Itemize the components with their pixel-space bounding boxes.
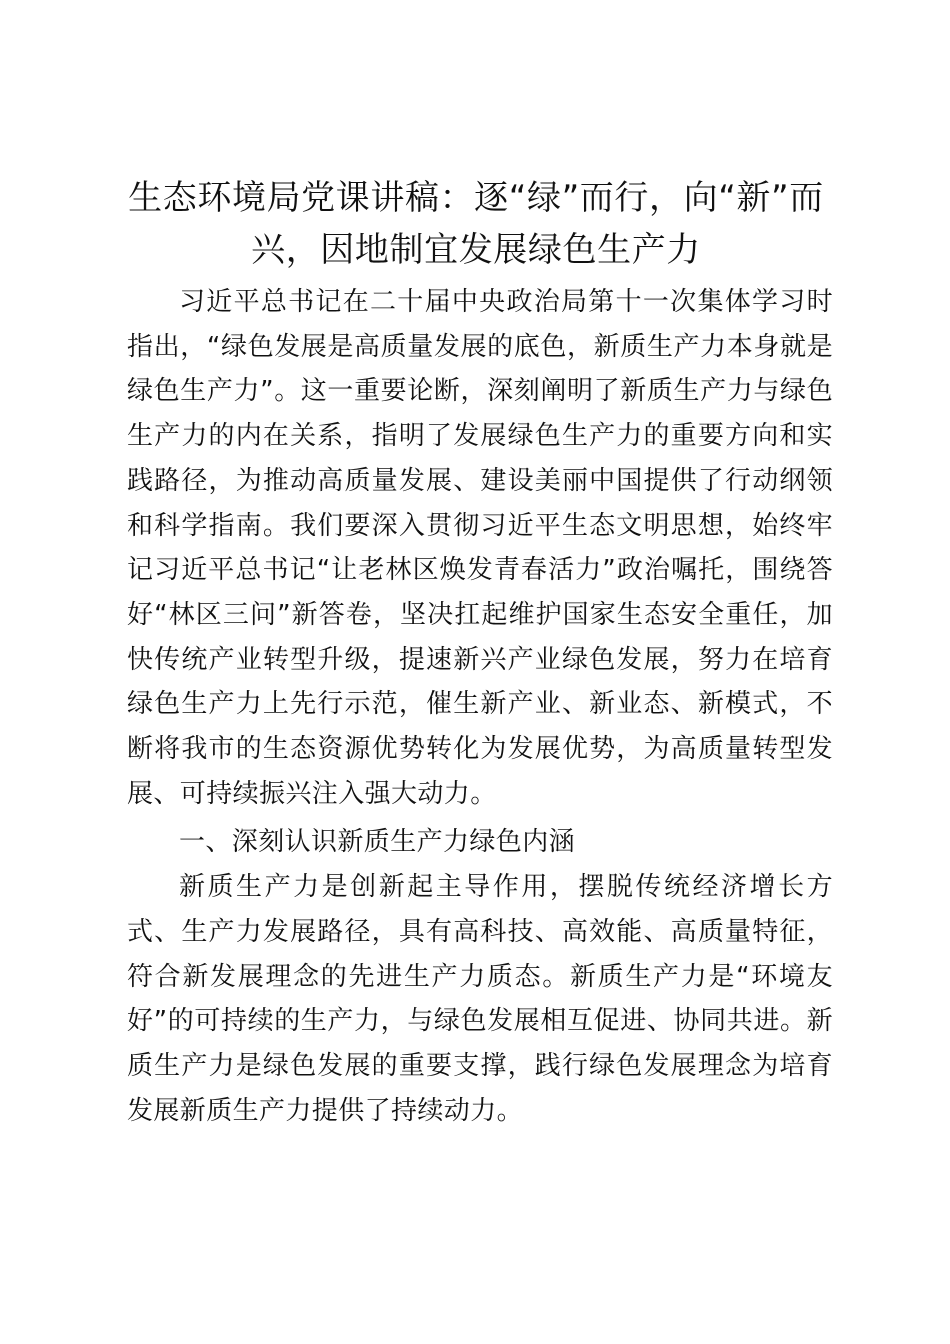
document-title: 生态环境局党课讲稿：逐“绿”而行，向“新”而兴，因地制宜发展绿色生产力 <box>128 178 824 270</box>
section-heading-1: 一、深刻认识新质生产力绿色内涵 <box>179 827 576 858</box>
paragraph-section-1: 新质生产力是创新起主导作用，摆脱传统经济增长方式、生产力发展路径，具有高科技、高效能、高质量特征，符合新发展理念的先进生产力质态。新质生产力是“环境友好”的可持续的生产力，与绿色发展相互促进、协同共进。新质生产力是绿色发展的重要支撑，践行绿色发展理念为培育发展新质生产力提供了持续动力。 <box>127 872 833 1126</box>
document-body <box>127 280 833 1133</box>
paragraph-intro: 习近平总书记在二十届中央政治局第十一次集体学习时指出，“绿色发展是高质量发展的底色，新质生产力本身就是绿色生产力”。这一重要论断，深刻阐明了新质生产力与绿色生产力的内在关系，指明了发展绿色生产力的重要方向和实践路径，为推动高质量发展、建设美丽中国提供了行动纲领和科学指南。我们要深入贯彻习近平生态文明思想，始终牢记习近平总书记“让老林区焕发青春活力”政治嘱托，围绕答好“林区三问”新答卷，坚决扛起维护国家生态安全重任，加快传统产业转型升级，提速新兴产业绿色发展，努力在培育绿色生产力上先行示范，催生新产业、新业态、新模式，不断将我市的生态资源优势转化为发展优势，为高质量转型发展、可持续振兴注入强大动力。 <box>127 287 833 809</box>
